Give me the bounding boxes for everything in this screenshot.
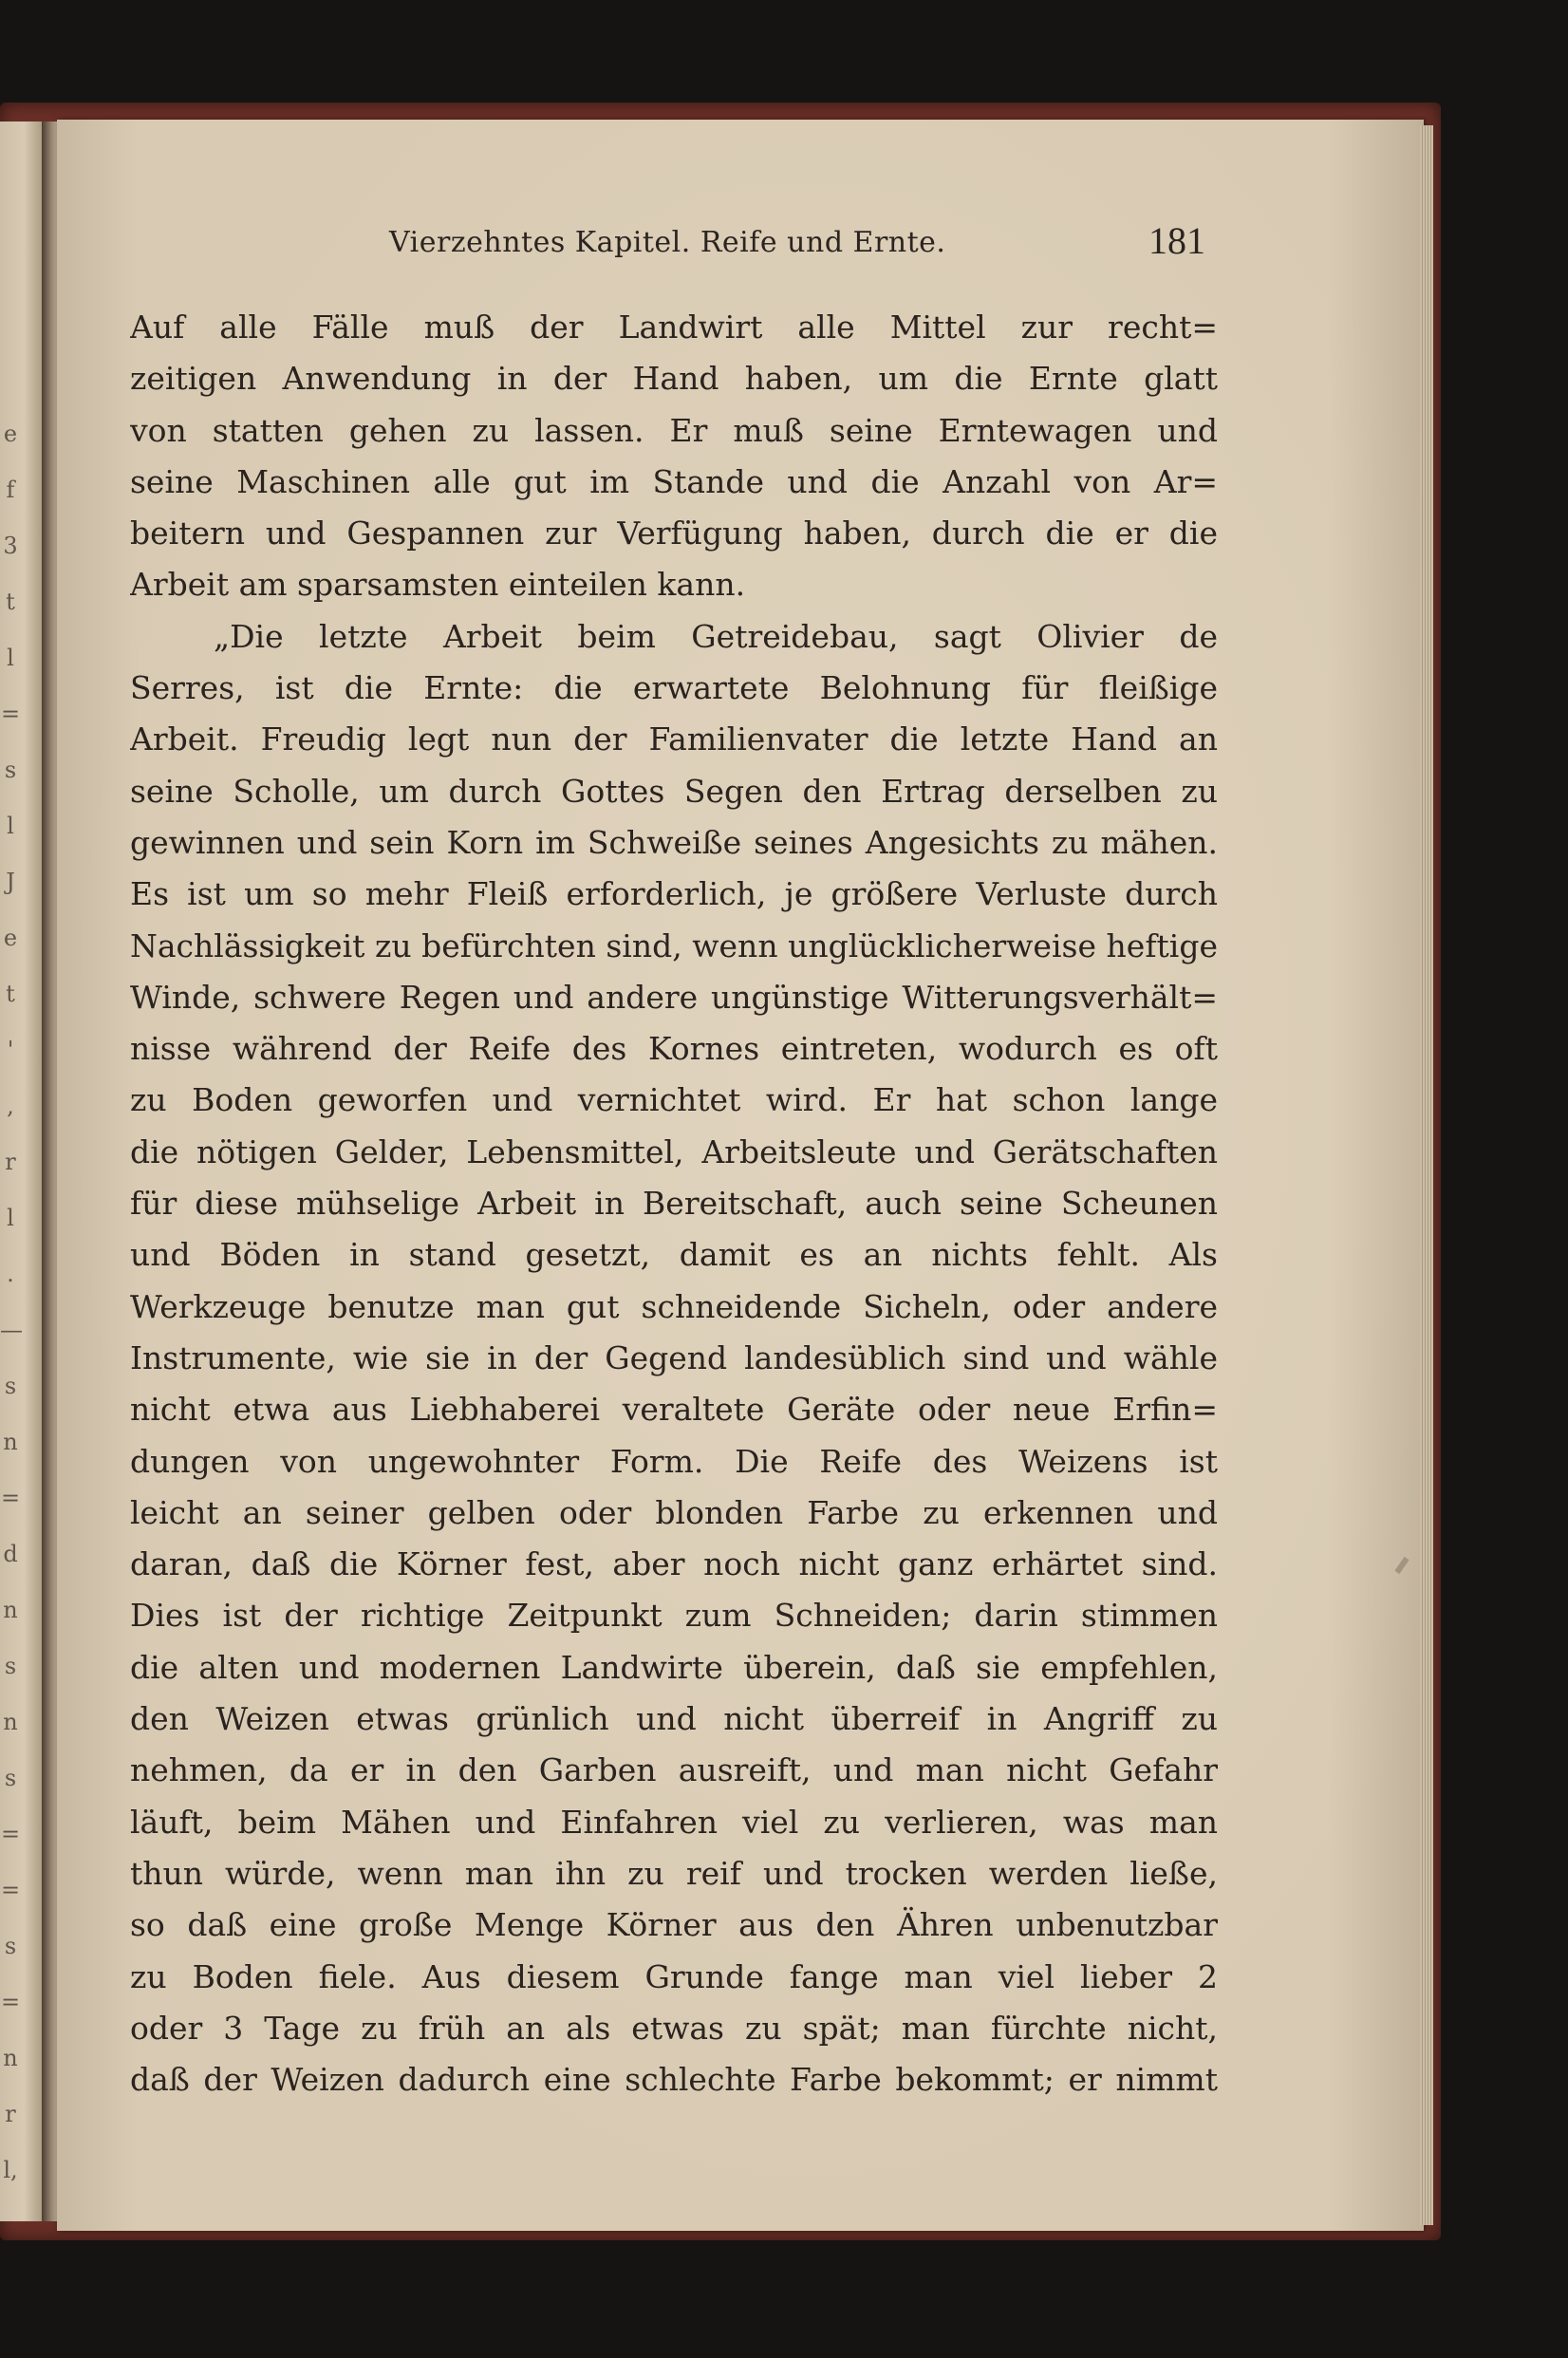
text-line: die alten und modernen Landwirte überein, daß sie empfehlen, [130, 1648, 1218, 1686]
text-line: Nachlässigkeit zu befürchten sind, wenn unglücklicherweise heftige [130, 926, 1218, 964]
facing-page-fragment: l [7, 1205, 14, 1231]
running-head [389, 215, 1205, 268]
facing-page-fragment: l [7, 813, 14, 839]
facing-page-fragment: = [0, 1989, 21, 2015]
facing-page-fragment: = [0, 1485, 21, 1511]
facing-page-fragment: l [7, 645, 14, 671]
text-line: läuft, beim Mähen und Einfahren viel zu verlieren, was man [130, 1803, 1218, 1841]
text-line: dungen von ungewohnter Form. Die Reife des Weizens ist [130, 1442, 1218, 1480]
text-line: seine Maschinen alle gut im Stande und die Anzahl von Ar= [130, 462, 1218, 500]
page-stack-edge [1420, 125, 1433, 2225]
facing-page-fragment: ' [7, 1037, 14, 1063]
text-line: nisse während der Reife des Kornes eintreten, wodurch es oft [130, 1030, 1218, 1068]
facing-page-fragment: t [6, 589, 15, 615]
text-line: nehmen, da er in den Garben ausreift, und man nicht Gefahr [130, 1751, 1218, 1789]
text-line: Es ist um so mehr Fleiß erforderlich, je größere Verluste durch [130, 875, 1218, 913]
text-line: Arbeit am sparsamsten einteilen kann. [130, 566, 746, 604]
facing-page-fragment: 3 [3, 533, 18, 559]
text-line: für diese mühselige Arbeit in Bereitschaft, auch seine Scheunen [130, 1185, 1218, 1223]
facing-page-fragment: f [6, 477, 15, 503]
text-line: „Die letzte Arbeit beim Getreidebau, sagt Olivier de [214, 617, 1218, 655]
facing-page-fragment: , [7, 1093, 14, 1119]
facing-page-fragment: J [6, 869, 15, 895]
text-line: Instrumente, wie sie in der Gegend landesüblich sind und wähle [130, 1338, 1218, 1376]
text-line: beitern und Gespannen zur Verfügung haben, durch die er die [130, 515, 1218, 552]
facing-page-fragment: e [3, 925, 18, 951]
text-line: leicht an seiner gelben oder blonden Farbe zu erkennen und [130, 1493, 1218, 1531]
facing-page-fragment: = [0, 1877, 21, 1903]
facing-page-fragment: r [5, 1149, 16, 1175]
facing-page-fragment: s [4, 1653, 17, 1679]
facing-page-fragment: s [4, 1373, 17, 1399]
facing-page-fragment: r [5, 2101, 16, 2127]
text-line: zeitigen Anwendung in der Hand haben, um die Ernte glatt [130, 360, 1218, 398]
facing-page-fragment: n [3, 1597, 18, 1623]
text-line: und Böden in stand gesetzt, damit es an nichts fehlt. Als [130, 1236, 1218, 1274]
text-line: Auf alle Fälle muß der Landwirt alle Mittel zur recht= [130, 309, 1218, 346]
text-line: zu Boden geworfen und vernichtet wird. Er hat schon lange [130, 1081, 1218, 1119]
facing-page-fragment: s [4, 1933, 17, 1959]
text-line: Arbeit. Freudig legt nun der Familienvater die letzte Hand an [130, 720, 1218, 758]
text-line: von statten gehen zu lassen. Er muß seine Erntewagen und [130, 411, 1218, 449]
text-line: gewinnen und sein Korn im Schweiße seines Angesichts zu mähen. [130, 823, 1218, 861]
facing-page-fragment: . [7, 1261, 14, 1287]
text-line: Dies ist der richtige Zeitpunkt zum Schneiden; darin stimmen [130, 1597, 1218, 1635]
text-line: daß der Weizen dadurch eine schlechte Farbe bekommt; er nimmt [130, 2061, 1218, 2099]
text-line: nicht etwa aus Liebhaberei veraltete Geräte oder neue Erfin= [130, 1391, 1218, 1429]
text-line: Winde, schwere Regen und andere ungünstige Witterungsverhält= [130, 978, 1218, 1016]
text-line: seine Scholle, um durch Gottes Segen den Ertrag derselben zu [130, 772, 1218, 810]
text-line: daran, daß die Körner fest, aber noch nicht ganz erhärtet sind. [130, 1545, 1218, 1583]
facing-page-text-fragments [0, 406, 21, 2199]
body-text [130, 302, 1218, 2105]
facing-page-fragment: = [0, 701, 21, 727]
text-line: thun würde, wenn man ihn zu reif und trocken werden ließe, [130, 1854, 1218, 1892]
facing-page-fragment: — [0, 1317, 23, 1343]
facing-page-fragment: n [3, 2045, 18, 2071]
facing-page-fragment: n [3, 1709, 18, 1735]
facing-page-fragment: l, [3, 2157, 18, 2183]
facing-page-edge [0, 122, 44, 2221]
text-line: Werkzeuge benutze man gut schneidende Sicheln, oder andere [130, 1287, 1218, 1325]
facing-page-fragment: s [4, 757, 17, 783]
text-line: oder 3 Tage zu früh an als etwas zu spät; man fürchte nicht, [130, 2009, 1218, 2047]
facing-page-fragment: = [0, 1821, 21, 1847]
text-line: die nötigen Gelder, Lebensmittel, Arbeitsleute und Gerätschaften [130, 1132, 1218, 1170]
facing-page-fragment: d [3, 1541, 18, 1567]
text-line: zu Boden fiele. Aus diesem Grunde fange man viel lieber 2 [130, 1957, 1218, 1995]
text-line: so daß eine große Menge Körner aus den Ähren unbenutzbar [130, 1906, 1218, 1944]
running-title: Vierzehntes Kapitel. Reife und Ernte. [389, 226, 946, 259]
text-line: den Weizen etwas grünlich und nicht überreif in Angriff zu [130, 1700, 1218, 1738]
facing-page-fragment: n [3, 1429, 18, 1455]
page-number: 181 [1148, 219, 1205, 262]
text-line: Serres, ist die Ernte: die erwartete Belohnung für fleißige [130, 669, 1218, 707]
facing-page-fragment: s [4, 1765, 17, 1791]
facing-page-fragment: e [3, 421, 18, 447]
facing-page-fragment: t [6, 981, 15, 1007]
